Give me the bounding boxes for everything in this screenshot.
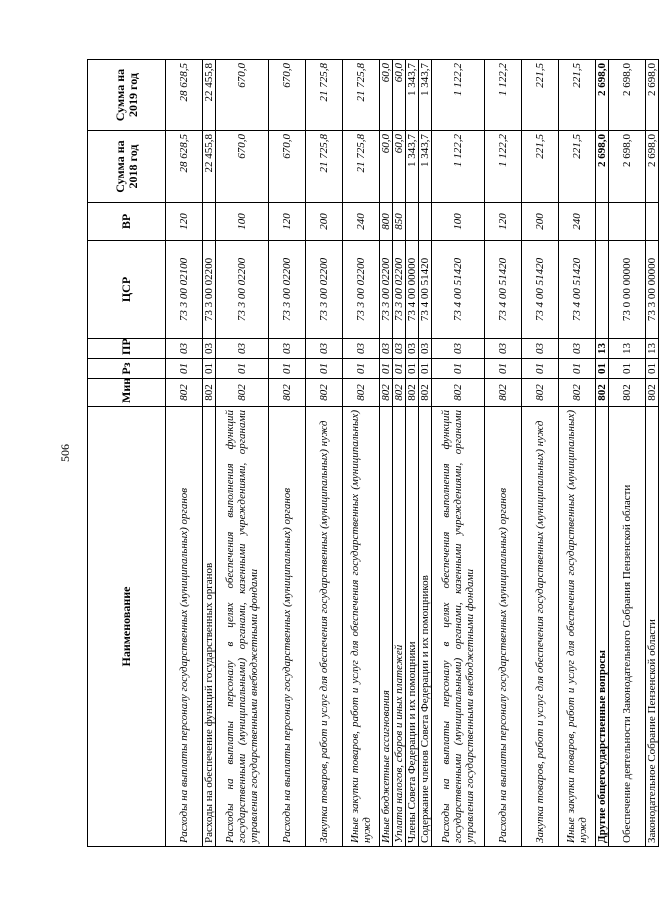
cell-pr: 03 [432, 339, 485, 359]
cell-pr: 13 [596, 339, 609, 359]
cell-sum-2019: 2 698,0 [646, 60, 659, 131]
cell-sum-2019: 221,5 [559, 60, 596, 131]
cell-rz: 01 [646, 359, 659, 379]
cell-csr: 73 4 00 51420 [522, 241, 559, 339]
cell-rz: 01 [432, 359, 485, 379]
cell-rz: 01 [216, 359, 269, 379]
cell-name: Расходы на обеспечение функций государственных органов [203, 407, 216, 847]
cell-rz: 01 [306, 359, 343, 379]
header-rz: Рз [88, 359, 166, 379]
cell-name: Обеспечение деятельности Законодательного Собрания Пензенской области [609, 407, 646, 847]
cell-csr: 73 3 00 02100 [166, 241, 203, 339]
cell-name: Иные закупки товаров, работ и услуг для обеспечения государственных (муниципальных) нужд [559, 407, 596, 847]
cell-min: 802 [380, 379, 393, 407]
header-sum-2018: Сумма на 2018 год [88, 131, 166, 203]
cell-sum-2018: 221,5 [559, 131, 596, 203]
cell-min: 802 [419, 379, 432, 407]
table-row [393, 60, 406, 847]
cell-vr: 240 [343, 203, 380, 241]
cell-sum-2019: 1 343,7 [406, 60, 419, 131]
header-name: Наименование [88, 407, 166, 847]
cell-pr: 03 [380, 339, 393, 359]
header-csr: ЦСР [88, 241, 166, 339]
cell-sum-2019: 1 122,2 [432, 60, 485, 131]
cell-sum-2019: 221,5 [522, 60, 559, 131]
cell-vr: 200 [522, 203, 559, 241]
cell-sum-2018: 22 455,8 [203, 131, 216, 203]
cell-name: Иные закупки товаров, работ и услуг для обеспечения государственных (муниципальных) нужд [343, 407, 380, 847]
cell-name: Уплата налогов, сборов и иных платежей [393, 407, 406, 847]
cell-name: Другие общегосударственные вопросы [596, 407, 609, 847]
cell-min: 802 [406, 379, 419, 407]
cell-vr: 100 [216, 203, 269, 241]
table-row [419, 60, 432, 847]
cell-csr: 73 3 00 00000 [646, 241, 659, 339]
cell-vr [596, 203, 609, 241]
cell-min: 802 [596, 379, 609, 407]
cell-min: 802 [485, 379, 522, 407]
cell-csr: 73 4 00 51420 [419, 241, 432, 339]
cell-rz: 01 [596, 359, 609, 379]
cell-rz: 01 [559, 359, 596, 379]
cell-min: 802 [343, 379, 380, 407]
cell-sum-2018: 28 628,5 [166, 131, 203, 203]
cell-pr: 03 [406, 339, 419, 359]
cell-pr: 03 [203, 339, 216, 359]
cell-csr: 73 3 00 02200 [380, 241, 393, 339]
table-row [559, 60, 596, 847]
table-row [216, 60, 269, 847]
cell-min: 802 [269, 379, 306, 407]
cell-csr: 73 3 00 02200 [393, 241, 406, 339]
cell-rz: 01 [522, 359, 559, 379]
cell-csr [596, 241, 609, 339]
cell-csr: 73 4 00 51420 [432, 241, 485, 339]
budget-table-container [87, 60, 658, 847]
cell-min: 802 [609, 379, 646, 407]
cell-sum-2018: 1 343,7 [406, 131, 419, 203]
cell-csr: 73 3 00 02200 [343, 241, 380, 339]
cell-min: 802 [559, 379, 596, 407]
header-sum-2019: Сумма на 2019 год [88, 60, 166, 131]
table-row [166, 60, 203, 847]
table-row [609, 60, 646, 847]
header-min: Мин [88, 379, 166, 407]
cell-csr: 73 4 00 51420 [485, 241, 522, 339]
page-number: 506 [58, 444, 72, 462]
cell-rz: 01 [485, 359, 522, 379]
cell-sum-2018: 21 725,8 [306, 131, 343, 203]
cell-min: 802 [166, 379, 203, 407]
cell-name: Законодательное Собрание Пензенской области [646, 407, 659, 847]
cell-sum-2018: 21 725,8 [343, 131, 380, 203]
cell-sum-2019: 1 122,2 [485, 60, 522, 131]
cell-pr: 03 [393, 339, 406, 359]
cell-vr: 120 [269, 203, 306, 241]
cell-min: 802 [306, 379, 343, 407]
cell-pr: 03 [485, 339, 522, 359]
cell-pr: 13 [646, 339, 659, 359]
table-body [166, 60, 659, 847]
cell-name: Расходы на выплаты персоналу в целях обеспечения выполнения функций государственными (муниципальными) органами, казенными учреждениями, органами управления государственными внебюджетными фондами [216, 407, 269, 847]
cell-vr: 240 [559, 203, 596, 241]
table-row [203, 60, 216, 847]
cell-sum-2019: 670,0 [216, 60, 269, 131]
cell-csr: 73 3 00 02200 [306, 241, 343, 339]
cell-min: 802 [522, 379, 559, 407]
header-pr: ПР [88, 339, 166, 359]
cell-sum-2018: 2 698,0 [646, 131, 659, 203]
cell-sum-2019: 28 628,5 [166, 60, 203, 131]
cell-vr: 200 [306, 203, 343, 241]
cell-rz: 01 [343, 359, 380, 379]
cell-sum-2018: 221,5 [522, 131, 559, 203]
table-row [646, 60, 659, 847]
cell-vr: 120 [166, 203, 203, 241]
cell-name: Расходы на выплаты персоналу государственных (муниципальных) органов [269, 407, 306, 847]
cell-pr: 03 [166, 339, 203, 359]
table-row [596, 60, 609, 847]
cell-pr: 03 [522, 339, 559, 359]
cell-sum-2018: 1 343,7 [419, 131, 432, 203]
cell-sum-2018: 2 698,0 [609, 131, 646, 203]
cell-sum-2019: 21 725,8 [306, 60, 343, 131]
cell-sum-2019: 670,0 [269, 60, 306, 131]
cell-sum-2019: 22 455,8 [203, 60, 216, 131]
table-row [306, 60, 343, 847]
cell-pr: 13 [609, 339, 646, 359]
cell-csr: 73 0 00 00000 [609, 241, 646, 339]
cell-rz: 01 [609, 359, 646, 379]
cell-csr: 73 3 00 02200 [269, 241, 306, 339]
cell-rz: 01 [393, 359, 406, 379]
table-row [522, 60, 559, 847]
cell-name: Закупка товаров, работ и услуг для обеспечения государственных (муниципальных) нужд [522, 407, 559, 847]
cell-rz: 01 [269, 359, 306, 379]
cell-min: 802 [432, 379, 485, 407]
cell-name: Закупка товаров, работ и услуг для обеспечения государственных (муниципальных) нужд [306, 407, 343, 847]
cell-sum-2019: 2 698,0 [609, 60, 646, 131]
cell-sum-2019: 60,0 [393, 60, 406, 131]
cell-name: Содержание членов Совета Федерации и их помощников [419, 407, 432, 847]
cell-sum-2019: 2 698,0 [596, 60, 609, 131]
cell-sum-2018: 1 122,2 [485, 131, 522, 203]
cell-pr: 03 [419, 339, 432, 359]
cell-vr [419, 203, 432, 241]
cell-rz: 01 [419, 359, 432, 379]
header-vr: ВР [88, 203, 166, 241]
cell-name: Расходы на выплаты персоналу государственных (муниципальных) органов [166, 407, 203, 847]
cell-sum-2018: 60,0 [393, 131, 406, 203]
cell-min: 802 [216, 379, 269, 407]
cell-min: 802 [203, 379, 216, 407]
table-row [432, 60, 485, 847]
cell-vr: 120 [485, 203, 522, 241]
cell-name: Расходы на выплаты персоналу в целях обеспечения выполнения функций государственными (муниципальными) органами, казенными учреждениями, органами управления государственными внебюджетными фондами [432, 407, 485, 847]
cell-name: Члены Совета Федерации и их помощники [406, 407, 419, 847]
cell-sum-2018: 670,0 [269, 131, 306, 203]
cell-sum-2018: 60,0 [380, 131, 393, 203]
cell-sum-2018: 2 698,0 [596, 131, 609, 203]
cell-sum-2019: 60,0 [380, 60, 393, 131]
cell-vr: 100 [432, 203, 485, 241]
table-row [343, 60, 380, 847]
cell-csr: 73 4 00 51420 [559, 241, 596, 339]
table-row [269, 60, 306, 847]
cell-pr: 03 [559, 339, 596, 359]
cell-csr: 73 3 00 02200 [203, 241, 216, 339]
cell-min: 802 [393, 379, 406, 407]
cell-rz: 01 [406, 359, 419, 379]
table-row [406, 60, 419, 847]
cell-vr [646, 203, 659, 241]
cell-pr: 03 [216, 339, 269, 359]
cell-sum-2018: 670,0 [216, 131, 269, 203]
cell-rz: 01 [203, 359, 216, 379]
cell-pr: 03 [306, 339, 343, 359]
table-row [485, 60, 522, 847]
cell-sum-2019: 21 725,8 [343, 60, 380, 131]
cell-sum-2018: 1 122,2 [432, 131, 485, 203]
table-header-row [88, 60, 166, 847]
cell-csr: 73 3 00 02200 [216, 241, 269, 339]
cell-vr [609, 203, 646, 241]
cell-vr: 850 [393, 203, 406, 241]
cell-min: 802 [646, 379, 659, 407]
cell-vr [203, 203, 216, 241]
cell-rz: 01 [380, 359, 393, 379]
table-row [380, 60, 393, 847]
cell-rz: 01 [166, 359, 203, 379]
cell-pr: 03 [269, 339, 306, 359]
cell-name: Иные бюджетные ассигнования [380, 407, 393, 847]
cell-sum-2019: 1 343,7 [419, 60, 432, 131]
cell-pr: 03 [343, 339, 380, 359]
cell-csr: 73 4 00 00000 [406, 241, 419, 339]
rotated-table-frame [87, 60, 658, 847]
cell-vr: 800 [380, 203, 393, 241]
cell-vr [406, 203, 419, 241]
budget-table [87, 59, 659, 847]
cell-name: Расходы на выплаты персоналу государственных (муниципальных) органов [485, 407, 522, 847]
